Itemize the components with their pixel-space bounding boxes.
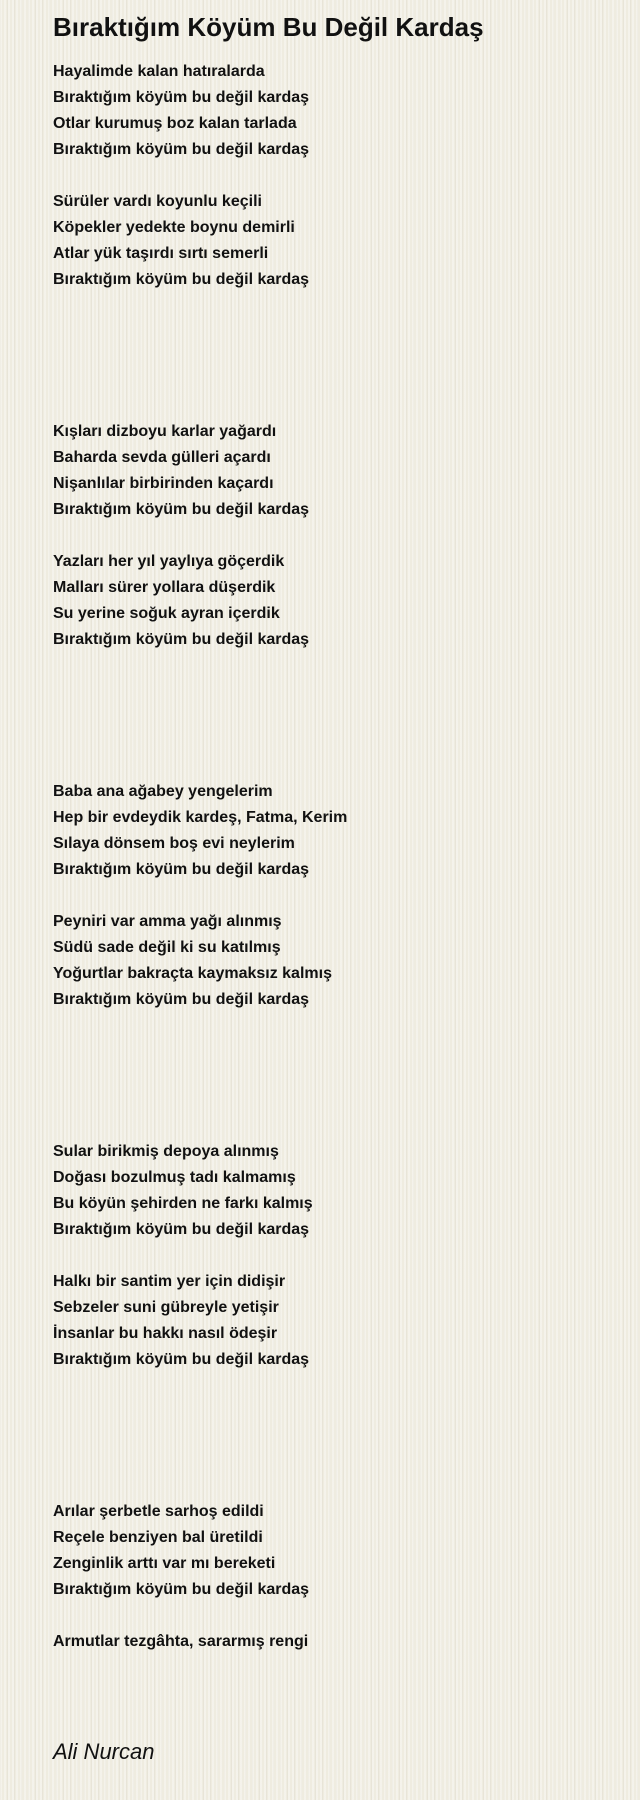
poem-line: Su yerine soğuk ayran içerdik (53, 605, 280, 622)
poem-line: Yoğurtlar bakraçta kaymaksız kalmış (53, 965, 332, 982)
poem-line: Kışları dizboyu karlar yağardı (53, 423, 277, 440)
poem-line: Bıraktığım köyüm bu değil kardaş (53, 631, 310, 648)
stanza (53, 1499, 613, 1603)
stanza (53, 779, 613, 883)
poem-line: Arılar şerbetle sarhoş edildi (53, 1503, 264, 1520)
poem-line: Bıraktığım köyüm bu değil kardaş (53, 991, 310, 1008)
section-spacer (53, 653, 613, 779)
poem-line: Bıraktığım köyüm bu değil kardaş (53, 861, 310, 878)
poem-line: Bu köyün şehirden ne farkı kalmış (53, 1195, 313, 1212)
poem-line: Halkı bir santim yer için didişir (53, 1273, 286, 1290)
poem-line: Köpekler yedekte boynu demirli (53, 219, 295, 236)
poem-line: Peyniri var amma yağı alınmış (53, 913, 282, 930)
poem-body (53, 59, 613, 1655)
poem-line: Reçele benziyen bal üretildi (53, 1529, 263, 1546)
stanza (53, 1629, 613, 1655)
poem-line: Nişanlılar birbirinden kaçardı (53, 475, 274, 492)
poem-line: Sebzeler suni gübreyle yetişir (53, 1299, 279, 1316)
poem-line: Hayalimde kalan hatıralarda (53, 63, 265, 80)
stanza (53, 909, 613, 1013)
poem-line: Bıraktığım köyüm bu değil kardaş (53, 1581, 310, 1598)
section-spacer (53, 1013, 613, 1139)
stanza (53, 59, 613, 163)
poem-line: İnsanlar bu hakkı nasıl ödeşir (53, 1325, 278, 1342)
poem-line: Baharda sevda gülleri açardı (53, 449, 271, 466)
poem-line: Doğası bozulmuş tadı kalmamış (53, 1169, 296, 1186)
poem-line: Bıraktığım köyüm bu değil kardaş (53, 1351, 310, 1368)
poem-line: Bıraktığım köyüm bu değil kardaş (53, 1221, 310, 1238)
stanza-spacer (53, 1603, 613, 1629)
stanza (53, 1139, 613, 1243)
poem-line: Sular birikmiş depoya alınmış (53, 1143, 279, 1160)
poem-line: Armutlar tezgâhta, sararmış rengi (53, 1633, 309, 1650)
poem-line: Südü sade değil ki su katılmış (53, 939, 281, 956)
poem-line: Sılaya dönsem boş evi neylerim (53, 835, 295, 852)
stanza (53, 549, 613, 653)
stanza-spacer (53, 523, 613, 549)
poem-line: Otlar kurumuş boz kalan tarlada (53, 115, 297, 132)
poem-line: Sürüler vardı koyunlu keçili (53, 193, 262, 210)
stanza-spacer (53, 883, 613, 909)
section-spacer (53, 293, 613, 419)
poem-line: Baba ana ağabey yengelerim (53, 783, 273, 800)
stanza-spacer (53, 1243, 613, 1269)
poem-line: Atlar yük taşırdı sırtı semerli (53, 245, 269, 262)
poem-line: Bıraktığım köyüm bu değil kardaş (53, 89, 310, 106)
poem-container (53, 10, 613, 1655)
poem-line: Bıraktığım köyüm bu değil kardaş (53, 271, 310, 288)
section-spacer (53, 1373, 613, 1499)
poem-line: Bıraktığım köyüm bu değil kardaş (53, 141, 310, 158)
poem-title: Bıraktığım Köyüm Bu Değil Kardaş (53, 12, 484, 42)
poem-line: Malları sürer yollara düşerdik (53, 579, 276, 596)
stanza (53, 189, 613, 293)
stanza-spacer (53, 163, 613, 189)
poem-line: Hep bir evdeydik kardeş, Fatma, Kerim (53, 809, 348, 826)
poem-line: Zenginlik arttı var mı bereketi (53, 1555, 276, 1572)
stanza (53, 1269, 613, 1373)
poem-line: Yazları her yıl yaylıya göçerdik (53, 553, 285, 570)
poem-line: Bıraktığım köyüm bu değil kardaş (53, 501, 310, 518)
stanza (53, 419, 613, 523)
author-name: Ali Nurcan (53, 1739, 155, 1764)
